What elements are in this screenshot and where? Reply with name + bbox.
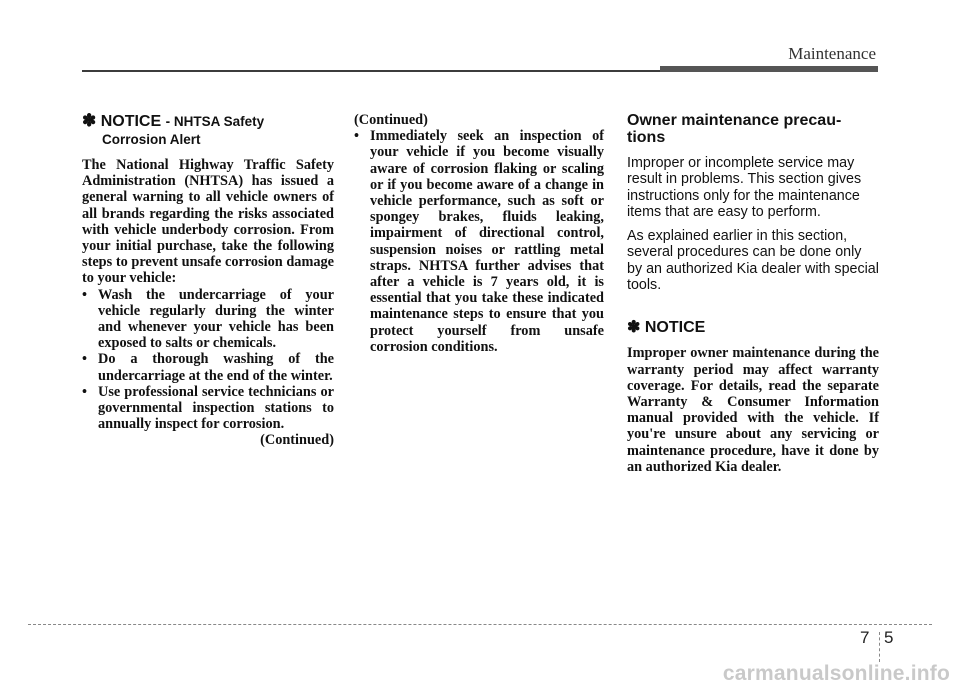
list-item: • Use professional service technicians or governmental inspection stations to annually inspect for corrosion. [82, 383, 334, 433]
nhtsa-intro: The National Highway Traffic Safety Administration (NHTSA) has issued a general warning to all vehicle owners of all brands regarding the risks associated with vehicle underbody corrosion. From your initial purchase, take the following steps to prevent unsafe corrosion damage to your vehicle: [82, 157, 334, 287]
notice-subtitle-line2: Corrosion Alert [102, 132, 201, 147]
left-column [82, 112, 334, 449]
notice-star-icon: ✽ [82, 111, 97, 130]
list-item: • Do a thorough washing of the undercarriage at the end of the winter. [82, 351, 334, 384]
page-number: 5 [884, 628, 894, 647]
chapter-number: 7 [860, 628, 870, 647]
owner-maintenance-heading: Owner maintenance precau- tions [627, 112, 842, 146]
page-number-divider [879, 632, 880, 662]
notice-label: NOTICE [644, 319, 706, 337]
continued-label: (Continued) [260, 432, 334, 449]
watermark: carmanualsonline.info [722, 662, 950, 685]
list-item: • Wash the undercarriage of your vehicle regularly during the winter and whenever your vehicle has been exposed to salts or chemicals. [82, 286, 334, 352]
notice-heading-nhtsa [82, 112, 334, 149]
notice-star-icon: ✽ [627, 319, 641, 337]
middle-column [354, 112, 604, 355]
notice-text: Improper owner maintenance during the warranty period may affect warranty coverage. For details, read the separate Warranty & Consumer Information manual provided with the vehicle. If you're unsure about any servicing or maintenance procedure, have it done by an authorized Kia dealer. [627, 345, 879, 475]
owner-maintenance-para-2: As explained earlier in this section, several procedures can be done only by an authorized Kia dealer with special tools. [627, 228, 879, 294]
list-item: • Immediately seek an inspection of your vehicle if you become visually aware of corrosion flaking or scaling or if you become aware of a change in vehicle performance, such as soft or spongey brakes, fluids leaking, impairment of directional control, suspension noises or rattling metal straps. NHTSA further advises that after a vehicle is 7 years old, it is essential that you take these indicated maintenance steps to ensure that you protect yourself from unsafe corrosion conditions. [354, 128, 604, 355]
nhtsa-steps-list [82, 287, 334, 433]
owner-maintenance-para-1: Improper or incomplete service may result in problems. This section gives instructions only for the maintenance items that are easy to perform. [627, 155, 862, 220]
notice-label: NOTICE [100, 113, 162, 130]
notice-subtitle: - NHTSA Safety [165, 114, 265, 129]
header-rule [82, 70, 660, 72]
continued-label: (Continued) [354, 112, 428, 128]
right-column [627, 112, 879, 475]
nhtsa-steps-list-continued [354, 128, 604, 355]
header-rule-accent [660, 66, 878, 72]
footer-rule [28, 624, 932, 625]
section-title: Maintenance [788, 44, 876, 63]
notice-heading [627, 317, 879, 337]
